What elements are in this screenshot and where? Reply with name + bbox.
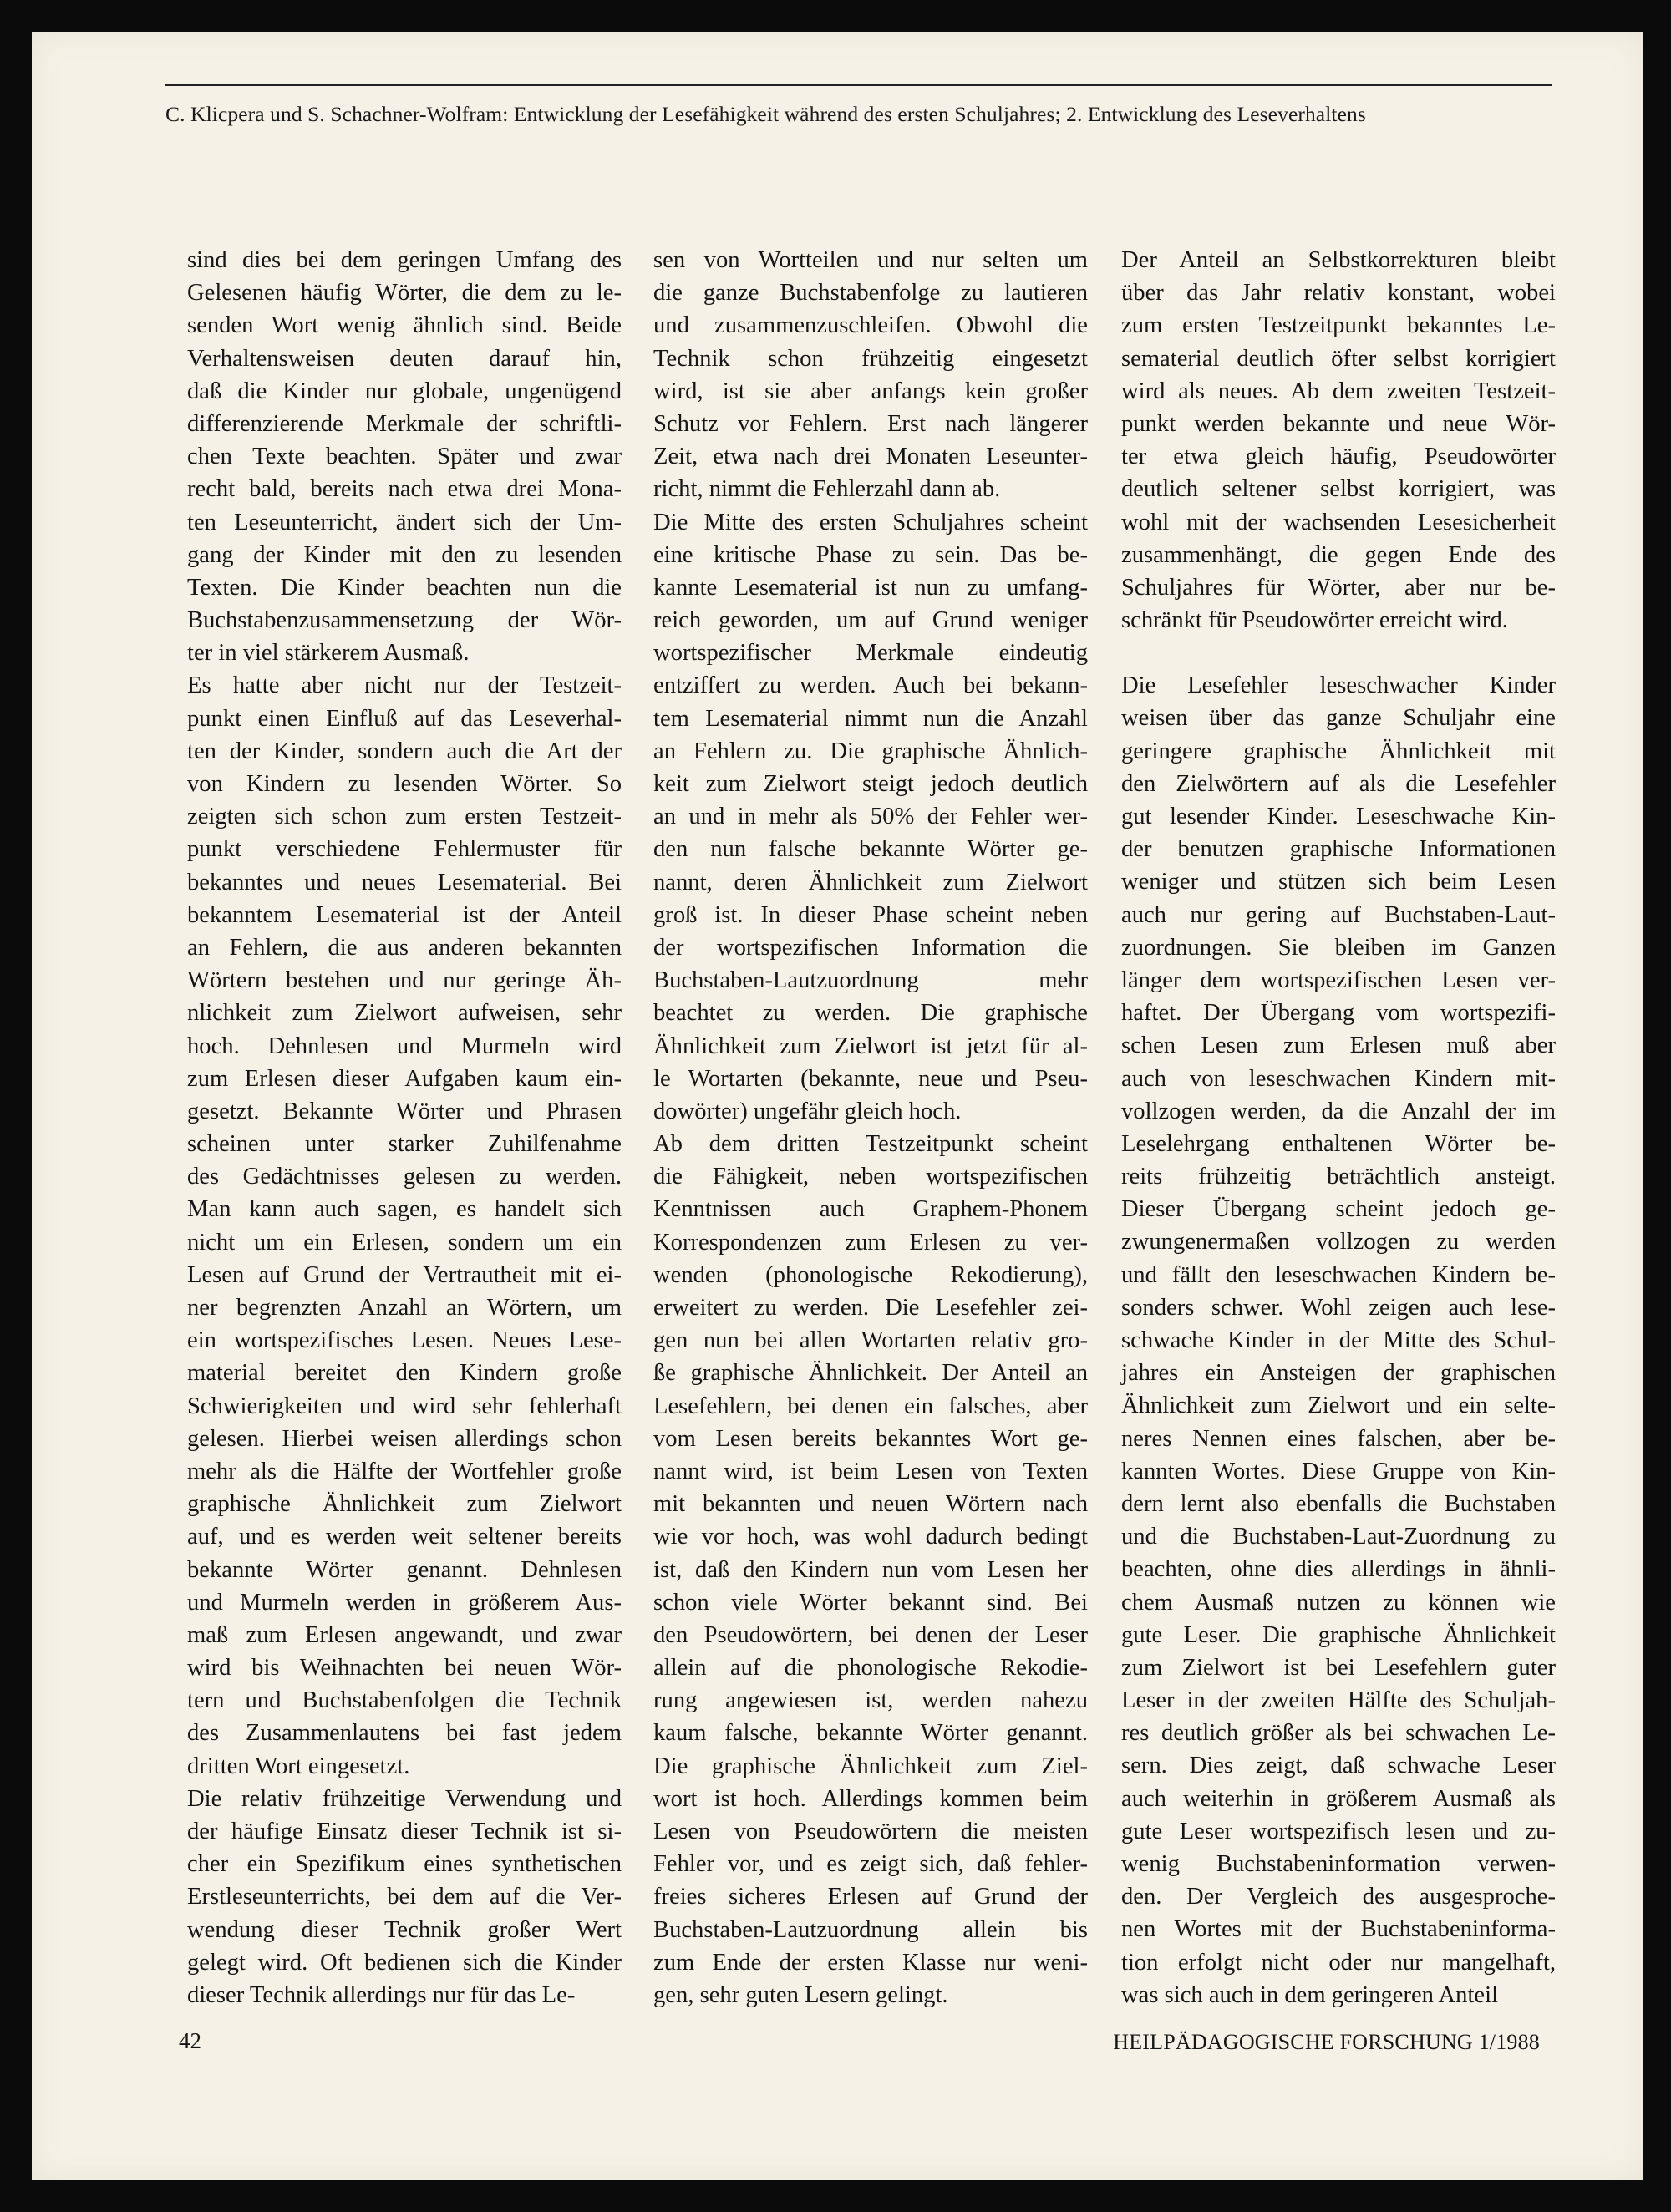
text-line: auch weiterhin in größerem Ausmaß als [1121,1785,1556,1812]
text-line: Leselehrgang enthaltenen Wörter be- [1121,1130,1556,1157]
text-line: den Zielwörtern auf als die Lesefehler [1121,770,1556,797]
text-line: Buchstaben-Lautzuordnung allein bis [653,1916,1088,1943]
paragraph [1121,244,1556,637]
text-line: nannt wird, ist beim Lesen von Texten [653,1458,1088,1484]
text-line: zum Erlesen dieser Aufgaben kaum ein- [187,1065,622,1092]
text-line: chem Ausmaß nutzen zu können wie [1121,1589,1556,1616]
text-line: Lesen von Pseudowörtern die meisten [653,1819,1088,1844]
text-line: haftet. Der Übergang vom wortspezifi- [1121,1000,1556,1027]
text-line: reits frühzeitig beträchtlich ansteigt. [1121,1164,1556,1190]
paragraph [187,669,622,1782]
text-line: gang der Kinder mit den zu lesenden [187,541,622,568]
text-line: über das Jahr relativ konstant, wobei [1121,280,1556,307]
text-line: res deutlich größer als bei schwachen Le- [1121,1720,1556,1747]
text-line: beachten, ohne dies allerdings in ähnli- [1121,1556,1556,1583]
text-line: des Zusammenlautens bei fast jedem [187,1720,622,1747]
text-line: Lesefehlern, bei denen ein falsches, aber [653,1393,1088,1419]
text-line: scheinen unter starker Zuhilfenahme [187,1131,622,1158]
text-line: erweitert zu werden. Die Lesefehler zei- [653,1295,1088,1321]
text-line: ein wortspezifisches Lesen. Neues Lese- [187,1327,622,1354]
text-line: hoch. Dehnlesen und Murmeln wird [187,1032,622,1059]
text-line: ten der Kinder, sondern auch die Art der [187,738,622,764]
text-line: und die Buchstaben-Laut-Zuordnung zu [1121,1524,1556,1550]
text-line: die ganze Buchstabenfolge zu lautieren [653,280,1088,307]
text-line: reich geworden, um auf Grund weniger [653,607,1088,634]
text-line: tem Lesematerial nimmt nun die Anzahl [653,705,1088,732]
text-line: Texten. Die Kinder beachten nun die [187,574,622,601]
text-line: die Fähigkeit, neben wortspezifischen [653,1164,1088,1190]
text-line: wohl mit der wachsenden Lesesicherheit [1121,509,1556,535]
text-line: wendung dieser Technik großer Wert [187,1916,622,1943]
text-line: Verhaltensweisen deuten darauf hin, [187,345,622,372]
text-line: differenzierende Merkmale der schriftli- [187,410,622,437]
text-line: zum Zielwort ist bei Lesefehlern guter [1121,1654,1556,1681]
text-line: Ähnlichkeit zum Zielwort und ein selte- [1121,1393,1556,1419]
text-line: Der Anteil an Selbstkorrekturen bleibt [1121,247,1556,273]
text-line: wie vor hoch, was wohl dadurch bedingt [653,1524,1088,1550]
text-line: ter in viel stärkerem Ausmaß. [187,640,470,667]
text-line: zusammenhängt, die gegen Ende des [1121,541,1556,568]
text-line: sern. Dies zeigt, daß schwache Leser [1121,1753,1556,1779]
text-line: wird, ist sie aber anfangs kein großer [653,378,1088,404]
paragraph [1121,669,1556,2012]
text-line: schon viele Wörter bekannt sind. Bei [653,1589,1088,1616]
text-line: gen, sehr guten Lesern gelingt. [653,1981,948,2008]
text-line: tern und Buchstabenfolgen die Technik [187,1687,622,1714]
text-line: gen nun bei allen Wortarten relativ gro- [653,1327,1088,1354]
text-line: an Fehlern zu. Die graphische Ähnlich- [653,738,1088,764]
text-line: gesetzt. Bekannte Wörter und Phrasen [187,1098,622,1124]
text-line: und Murmeln werden in größerem Aus- [187,1589,622,1616]
text-line: ße graphische Ähnlichkeit. Der Anteil an [653,1360,1088,1387]
text-line: und fällt den leseschwachen Kindern be- [1121,1261,1556,1288]
text-line: ist, daß den Kindern nun vom Lesen her [653,1556,1088,1583]
text-line: weisen über das ganze Schuljahr eine [1121,705,1556,732]
text-line: Schwierigkeiten und wird sehr fehlerhaft [187,1393,622,1419]
text-line: sen von Wortteilen und nur selten um [653,247,1088,273]
text-line: Schuljahres für Wörter, aber nur be- [1121,574,1556,601]
text-line: länger dem wortspezifischen Lesen ver- [1121,966,1556,993]
text-line: freies sicheres Erlesen auf Grund der [653,1884,1088,1910]
text-line: auf, und es werden weit seltener bereits [187,1524,622,1550]
text-line: keit zum Zielwort steigt jedoch deutlich [653,771,1088,797]
paragraph [187,244,622,669]
text-line: gelegt wird. Oft bedienen sich die Kinder [187,1949,622,1976]
text-line: den nun falsche bekannte Wörter ge- [653,836,1088,863]
text-line: des Gedächtnisses gelesen zu werden. [187,1164,622,1190]
text-line: wird bis Weihnachten bei neuen Wör- [187,1655,622,1682]
text-line: Wörtern bestehen und nur geringe Äh- [187,967,622,994]
text-line: Gelesenen häufig Wörter, die dem zu le- [187,280,622,307]
text-line: chen Texte beachten. Später und zwar [187,444,622,470]
text-line: ner begrenzten Anzahl an Wörtern, um [187,1295,622,1321]
text-line: gelesen. Hierbei weisen allerdings schon [187,1425,622,1452]
text-line: geringere graphische Ähnlichkeit mit [1121,738,1556,764]
text-line: Zeit, etwa nach drei Monaten Leseunter- [653,444,1088,470]
text-line: auch von leseschwachen Kindern mit- [1121,1065,1556,1092]
text-line: deutlich seltener selbst korrigiert, was [1121,476,1556,503]
text-line: nannt, deren Ähnlichkeit zum Zielwort [653,869,1088,895]
text-line: Buchstaben-Lautzuordnung mehr [653,967,1088,994]
text-column-middle [653,244,1088,2012]
text-line: recht bald, bereits nach etwa drei Mona- [187,476,622,503]
text-line: Die graphische Ähnlichkeit zum Ziel- [653,1753,1088,1779]
paragraph [653,1128,1088,2012]
text-line: gute Leser wortspezifisch lesen und zu- [1121,1818,1556,1844]
text-line: zum Ende der ersten Klasse nur weni- [653,1949,1088,1976]
text-line: sind dies bei dem geringen Umfang des [187,247,622,273]
journal-footer: HEILPÄDAGOGISCHE FORSCHUNG 1/1988 [1113,2030,1540,2054]
text-line: der häufige Einsatz dieser Technik ist si- [187,1819,622,1844]
text-line: bekanntes und neues Lesematerial. Bei [187,869,622,895]
text-line: der wortspezifischen Information die [653,934,1088,961]
text-line: eine kritische Phase zu sein. Das be- [653,541,1088,568]
text-line: Lesen auf Grund der Vertrautheit mit ei- [187,1261,622,1288]
text-line: bekanntem Lesematerial ist der Anteil [187,901,622,928]
text-line: entziffert zu werden. Auch bei bekann- [653,672,1088,699]
text-line: wird als neues. Ab dem zweiten Testzeit- [1121,378,1556,404]
text-line: groß ist. In dieser Phase scheint neben [653,901,1088,928]
text-line: neres Nennen eines falschen, aber be- [1121,1425,1556,1452]
page-number: 42 [179,2028,201,2053]
text-line: kannte Lesematerial ist nun zu umfang- [653,574,1088,601]
text-line: sematerial deutlich öfter selbst korrigiert [1121,345,1556,372]
text-line: wenig Buchstabeninformation verwen- [1121,1851,1556,1877]
text-line: vollzogen werden, da die Anzahl der im [1121,1098,1556,1124]
text-line: mehr als die Hälfte der Wortfehler große [187,1458,622,1484]
text-line: ten Leseunterricht, ändert sich der Um- [187,509,622,535]
text-column-right [1121,244,1556,2012]
text-line: punkt verschiedene Fehlermuster für [187,836,622,863]
text-line: daß die Kinder nur globale, ungenügend [187,378,622,404]
text-line: Die Mitte des ersten Schuljahres scheint [653,509,1088,535]
text-line: Ab dem dritten Testzeitpunkt scheint [653,1131,1088,1158]
text-line: Dieser Übergang scheint jedoch ge- [1121,1196,1556,1223]
text-line: nen Wortes mit der Buchstabeninforma- [1121,1916,1556,1943]
text-line: rung angewiesen ist, werden nahezu [653,1687,1088,1714]
text-line: Ähnlichkeit zum Zielwort ist jetzt für al- [653,1032,1088,1059]
text-line: dowörter) ungefähr gleich hoch. [653,1098,962,1124]
paragraph [653,244,1088,506]
text-line: Buchstabenzusammensetzung der Wör- [187,607,622,634]
text-line: le Wortarten (bekannte, neue und Pseu- [653,1065,1088,1092]
text-line: den Pseudowörtern, bei denen der Leser [653,1621,1088,1648]
text-line: kannten Wortes. Diese Gruppe von Kin- [1121,1458,1556,1484]
text-line: mit bekannten und neuen Wörtern nach [653,1491,1088,1518]
text-line: punkt einen Einfluß auf das Leseverhal- [187,705,622,732]
text-line: zwungenermaßen vollzogen zu werden [1121,1229,1556,1256]
text-line: graphische Ähnlichkeit zum Zielwort [187,1491,622,1518]
paragraph [653,506,1088,1129]
text-line: allein auf die phonologische Rekodie- [653,1655,1088,1682]
text-line: zuordnungen. Sie bleiben im Ganzen [1121,934,1556,961]
text-line: nlichkeit zum Zielwort aufweisen, sehr [187,1000,622,1027]
text-line: Man kann auch sagen, es handelt sich [187,1196,622,1223]
header-rule [165,84,1552,86]
text-line: Die Lesefehler leseschwacher Kinder [1121,672,1556,699]
text-line: vom Lesen bereits bekanntes Wort ge- [653,1425,1088,1452]
text-line: Technik schon frühzeitig eingesetzt [653,345,1088,372]
text-line: den. Der Vergleich des ausgesproche- [1121,1884,1556,1910]
text-column-left [187,244,622,2012]
text-line: von Kindern zu lesenden Wörter. So [187,771,622,797]
text-line: tion erfolgt nicht oder nur mangelhaft, [1121,1949,1556,1976]
text-line: Erstleseunterrichts, bei dem auf die Ver- [187,1884,622,1910]
text-line: schwache Kinder in der Mitte des Schul- [1121,1327,1556,1353]
text-line: bekannte Wörter genannt. Dehnlesen [187,1556,622,1583]
text-line: punkt werden bekannte und neue Wör- [1121,410,1556,437]
text-line: zum ersten Testzeitpunkt bekanntes Le- [1121,312,1556,339]
text-line: material bereitet den Kindern große [187,1360,622,1387]
text-line: Leser in der zweiten Hälfte des Schuljah- [1121,1687,1556,1714]
text-line: sonders schwer. Wohl zeigen auch lese- [1121,1294,1556,1321]
paragraph [187,1783,622,2012]
text-line: Die relativ frühzeitige Verwendung und [187,1785,622,1812]
text-line: ter etwa gleich häufig, Pseudowörter [1121,444,1556,470]
text-line: an Fehlern, die aus anderen bekannten [187,934,622,961]
text-line: dritten Wort eingesetzt. [187,1753,410,1779]
text-line: jahres ein Ansteigen der graphischen [1121,1360,1556,1387]
text-line: dern lernt also ebenfalls die Buchstaben [1121,1490,1556,1517]
text-line: kaum falsche, bekannte Wörter genannt. [653,1720,1088,1747]
text-line: Es hatte aber nicht nur der Testzeit- [187,672,622,699]
running-head: C. Klicpera und S. Schachner-Wolfram: Entwicklung der Lesefähigkeit während des ersten Schuljahres; 2. Entwicklung des Leseverhaltens [165,102,1366,126]
text-line: Schutz vor Fehlern. Erst nach längerer [653,410,1088,437]
text-line: wort ist hoch. Allerdings kommen beim [653,1785,1088,1812]
text-line: weniger und stützen sich beim Lesen [1121,869,1556,895]
text-line: maß zum Erlesen angewandt, und zwar [187,1621,622,1648]
text-line: wortspezifischer Merkmale eindeutig [653,640,1088,667]
text-line: richt, nimmt die Fehlerzahl dann ab. [653,476,1001,503]
text-line: gute Leser. Die graphische Ähnlichkeit [1121,1621,1556,1648]
text-line: beachtet zu werden. Die graphische [653,1000,1088,1027]
text-line: schränkt für Pseudowörter erreicht wird. [1121,607,1508,634]
text-line: gut lesender Kinder. Leseschwache Kin- [1121,804,1556,830]
text-line: wenden (phonologische Rekodierung), [653,1261,1088,1288]
text-line: an und in mehr als 50% der Fehler wer- [653,804,1088,830]
text-line: zeigten sich schon zum ersten Testzeit- [187,804,622,830]
text-line: schen Lesen zum Erlesen muß aber [1121,1032,1556,1059]
text-line: was sich auch in dem geringeren Anteil [1121,1981,1499,2008]
text-line: der benutzen graphische Informationen [1121,836,1556,863]
text-line: dieser Technik allerdings nur für das Le- [187,1981,576,2008]
text-line: und zusammenzuschleifen. Obwohl die [653,312,1088,339]
text-line: senden Wort wenig ähnlich sind. Beide [187,312,622,339]
text-line: cher ein Spezifikum eines synthetischen [187,1851,622,1878]
text-line: auch nur gering auf Buchstaben-Laut- [1121,901,1556,928]
text-line: nicht um ein Erlesen, sondern um ein [187,1229,622,1256]
text-line: Kenntnissen auch Graphem-Phonem [653,1196,1088,1223]
text-line: Korrespondenzen zum Erlesen zu ver- [653,1229,1088,1256]
text-line: Fehler vor, und es zeigt sich, daß fehler- [653,1851,1088,1878]
